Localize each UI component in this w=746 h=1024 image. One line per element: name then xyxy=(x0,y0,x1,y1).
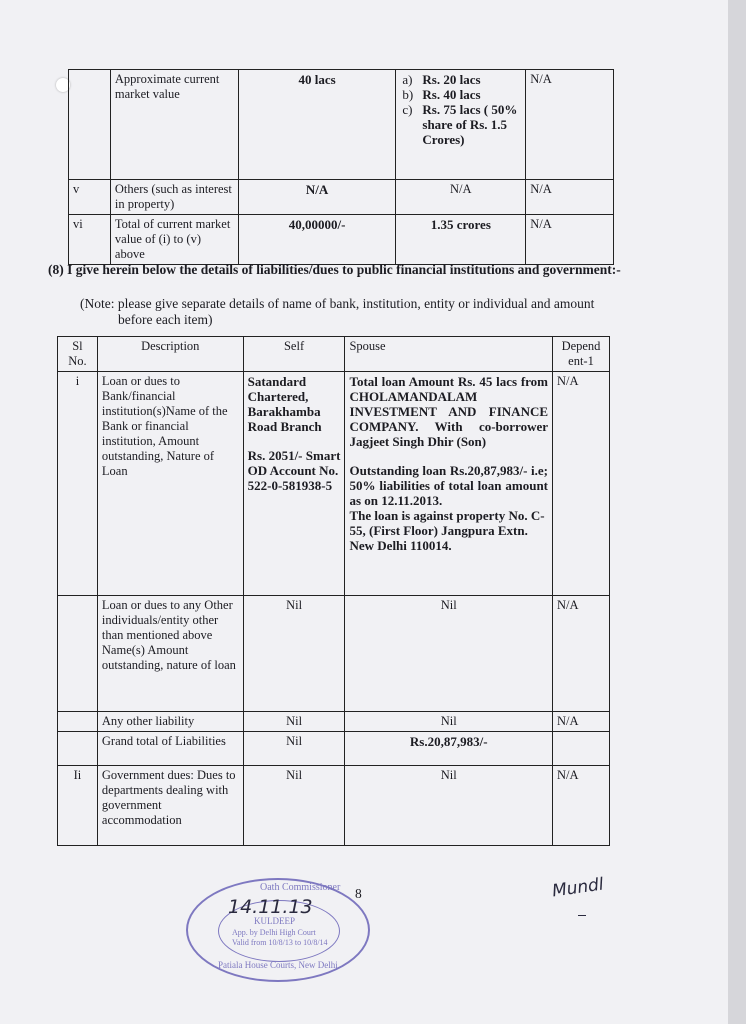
dependent-value: N/A xyxy=(553,766,610,846)
table-row xyxy=(58,596,610,712)
row-description: Loan or dues to Bank/financial institution(s)Name of the Bank or financial institution, Amount outstanding, Nature of Loan xyxy=(97,372,243,596)
spouse-value: Nil xyxy=(345,596,553,712)
header-self: Self xyxy=(243,337,345,372)
row-number xyxy=(69,70,111,180)
row-number xyxy=(58,732,98,766)
row-number: Ii xyxy=(58,766,98,846)
self-value: Nil xyxy=(243,732,345,766)
spouse-loan-property: The loan is against property No. C-55, (First Floor) Jangpura Extn. New Delhi 110014. xyxy=(349,508,545,553)
row-description: Loan or dues to any Other individuals/entity other than mentioned above Name(s) Amount outstanding, nature of loan xyxy=(97,596,243,712)
spouse-loan-outstanding: Outstanding loan Rs.20,87,983/- i.e; 50% liabilities of total loan amount as on 12.11.2013. xyxy=(349,463,549,508)
table-row xyxy=(58,732,610,766)
spouse-value-list xyxy=(396,70,526,180)
self-value: N/A xyxy=(238,180,396,215)
spouse-total: Rs.20,87,983/- xyxy=(345,732,553,766)
list-item: c) Rs. 75 lacs ( 50% share of Rs. 1.5 Crores) xyxy=(402,102,518,147)
stamp-top-text: Oath Commissioner xyxy=(260,882,341,893)
signature-underline xyxy=(578,915,586,916)
row-description: Any other liability xyxy=(97,712,243,732)
dependent-value: N/A xyxy=(526,180,614,215)
row-description: Grand total of Liabilities xyxy=(97,732,243,766)
stamp-name: KULDEEP xyxy=(254,916,295,926)
spouse-value xyxy=(345,372,553,596)
page-number: 8 xyxy=(355,886,362,901)
self-value: Nil xyxy=(243,712,345,732)
table-row xyxy=(69,70,614,180)
list-item: a) Rs. 20 lacs xyxy=(402,72,481,87)
header-row xyxy=(58,337,610,372)
spouse-value: Nil xyxy=(345,766,553,846)
dependent-value: N/A xyxy=(526,215,614,265)
table-row xyxy=(69,215,614,265)
oath-commissioner-stamp xyxy=(186,878,370,982)
self-value: 40,00000/- xyxy=(238,215,396,265)
row-description: Others (such as interest in property) xyxy=(110,180,238,215)
dependent-value: N/A xyxy=(526,70,614,180)
header-sl: Sl No. xyxy=(58,337,98,372)
row-number: v xyxy=(69,180,111,215)
self-value: Nil xyxy=(243,766,345,846)
spouse-value: N/A xyxy=(396,180,526,215)
table-row xyxy=(69,180,614,215)
stamp-handwritten-date: 14.11.13 xyxy=(228,896,313,918)
table-row xyxy=(58,712,610,732)
dependent-value: N/A xyxy=(553,596,610,712)
table-row xyxy=(58,766,610,846)
self-bank-name: Satandard Chartered, Barakhamba Road Branch xyxy=(247,374,322,434)
stamp-line-2: Valid from 10/8/13 to 10/8/14 xyxy=(232,938,328,947)
stamp-bottom-text: Patiala House Courts, New Delhi xyxy=(218,960,338,970)
row-number: i xyxy=(58,372,98,596)
dependent-value: N/A xyxy=(553,372,610,596)
note-line-1: (Note: please give separate details of name of bank, institution, entity or individual and amount xyxy=(80,296,595,311)
spouse-loan-total: Total loan Amount Rs. 45 lacs from CHOLAMANDALAM INVESTMENT AND FINANCE COMPANY. With co-borrower Jagjeet Singh Dhir (Son) xyxy=(349,374,549,449)
row-number xyxy=(58,712,98,732)
table-row xyxy=(58,372,610,596)
header-description: Description xyxy=(97,337,243,372)
list-item: b) Rs. 40 lacs xyxy=(402,87,481,102)
self-value: 40 lacs xyxy=(238,70,396,180)
row-number: vi xyxy=(69,215,111,265)
page-edge xyxy=(728,0,746,1024)
note-line-2: before each item) xyxy=(118,312,213,327)
spouse-value: Nil xyxy=(345,712,553,732)
section-heading: (8) I give herein below the details of liabilities/dues to public financial institutions and government:- xyxy=(48,262,621,277)
assets-table xyxy=(68,69,614,265)
header-spouse: Spouse xyxy=(345,337,553,372)
row-description: Total of current market value of (i) to (v) above xyxy=(110,215,238,265)
self-value xyxy=(243,372,345,596)
dependent-value: N/A xyxy=(553,712,610,732)
spouse-value: 1.35 crores xyxy=(396,215,526,265)
row-description: Approximate current market value xyxy=(110,70,238,180)
liabilities-table xyxy=(57,336,610,846)
signature: Mundl xyxy=(550,874,605,902)
row-description: Government dues: Dues to departments dealing with government accommodation xyxy=(97,766,243,846)
dependent-value xyxy=(553,732,610,766)
self-account: Rs. 2051/- Smart OD Account No. 522-0-581938-5 xyxy=(247,448,341,493)
stamp-line-1: App. by Delhi High Court xyxy=(232,928,316,937)
row-number xyxy=(58,596,98,712)
self-value: Nil xyxy=(243,596,345,712)
header-dependent: Depend ent-1 xyxy=(553,337,610,372)
